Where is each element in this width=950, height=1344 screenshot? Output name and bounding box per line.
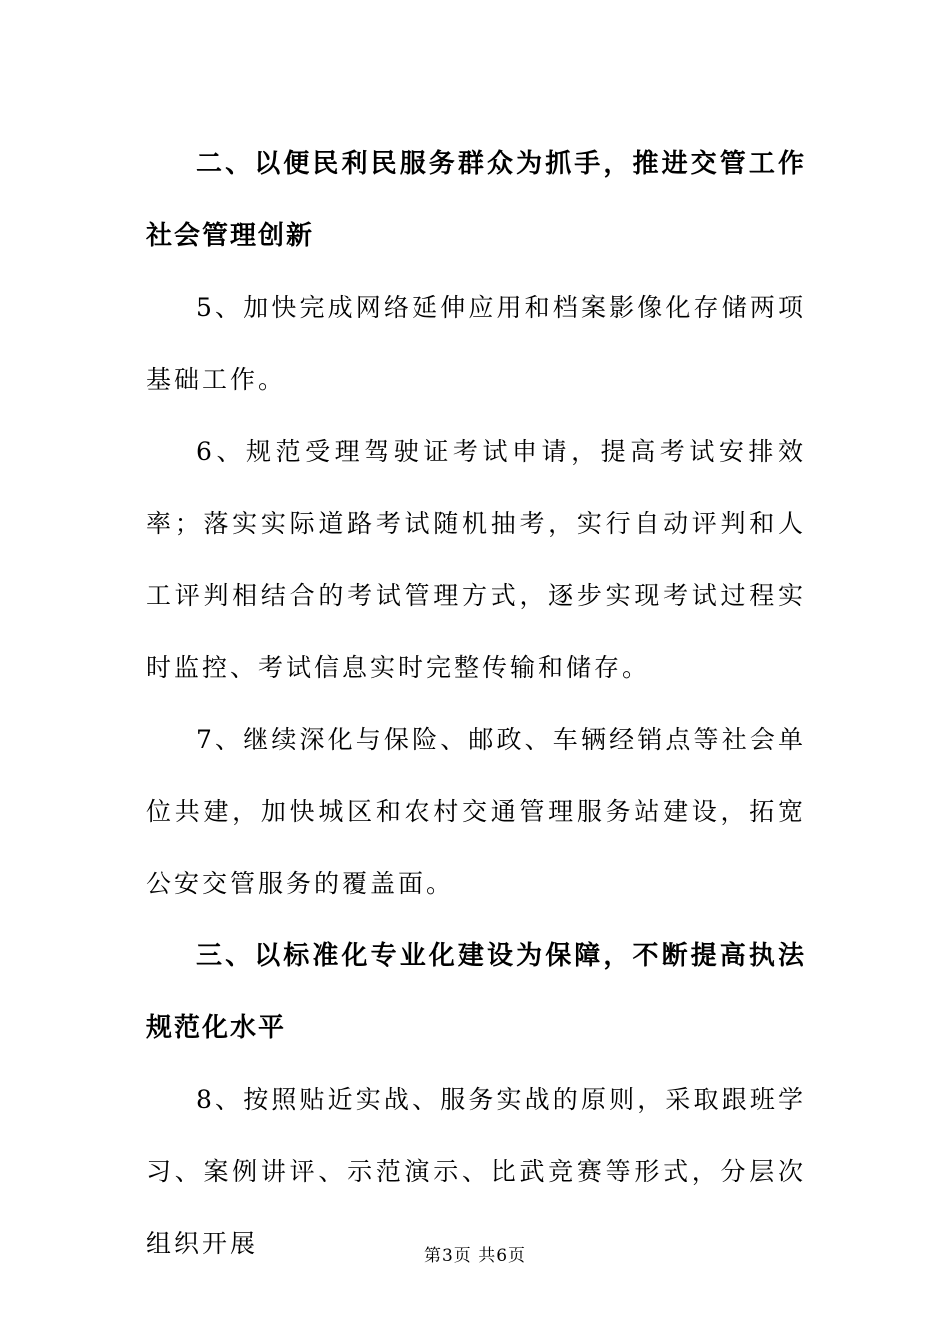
section-heading-2: 二、以便民利民服务群众为抓手，推进交管工作社会管理创新 — [146, 149, 806, 251]
document-body — [146, 128, 806, 1280]
paragraph-item-5: 5、加快完成网络延伸应用和档案影像化存储两项基础工作。 — [146, 293, 806, 394]
page-footer: 第3页 共6页 — [423, 1246, 527, 1266]
section-heading-3: 三、以标准化专业化建设为保障，不断提高执法规范化水平 — [146, 941, 806, 1043]
paragraph-item-6: 6、规范受理驾驶证考试申请，提高考试安排效率；落实实际道路考试随机抽考，实行自动评判和人工评判相结合的考试管理方式，逐步实现考试过程实时监控、考试信息实时完整传输和储存。 — [146, 437, 806, 682]
paragraph-item-8: 8、按照贴近实战、服务实战的原则，采取跟班学习、案例讲评、示范演示、比武竞赛等形式，分层次组织开展 — [146, 1085, 806, 1258]
paragraph-item-7: 7、继续深化与保险、邮政、车辆经销点等社会单位共建，加快城区和农村交通管理服务站建设，拓宽公安交管服务的覆盖面。 — [146, 725, 806, 898]
